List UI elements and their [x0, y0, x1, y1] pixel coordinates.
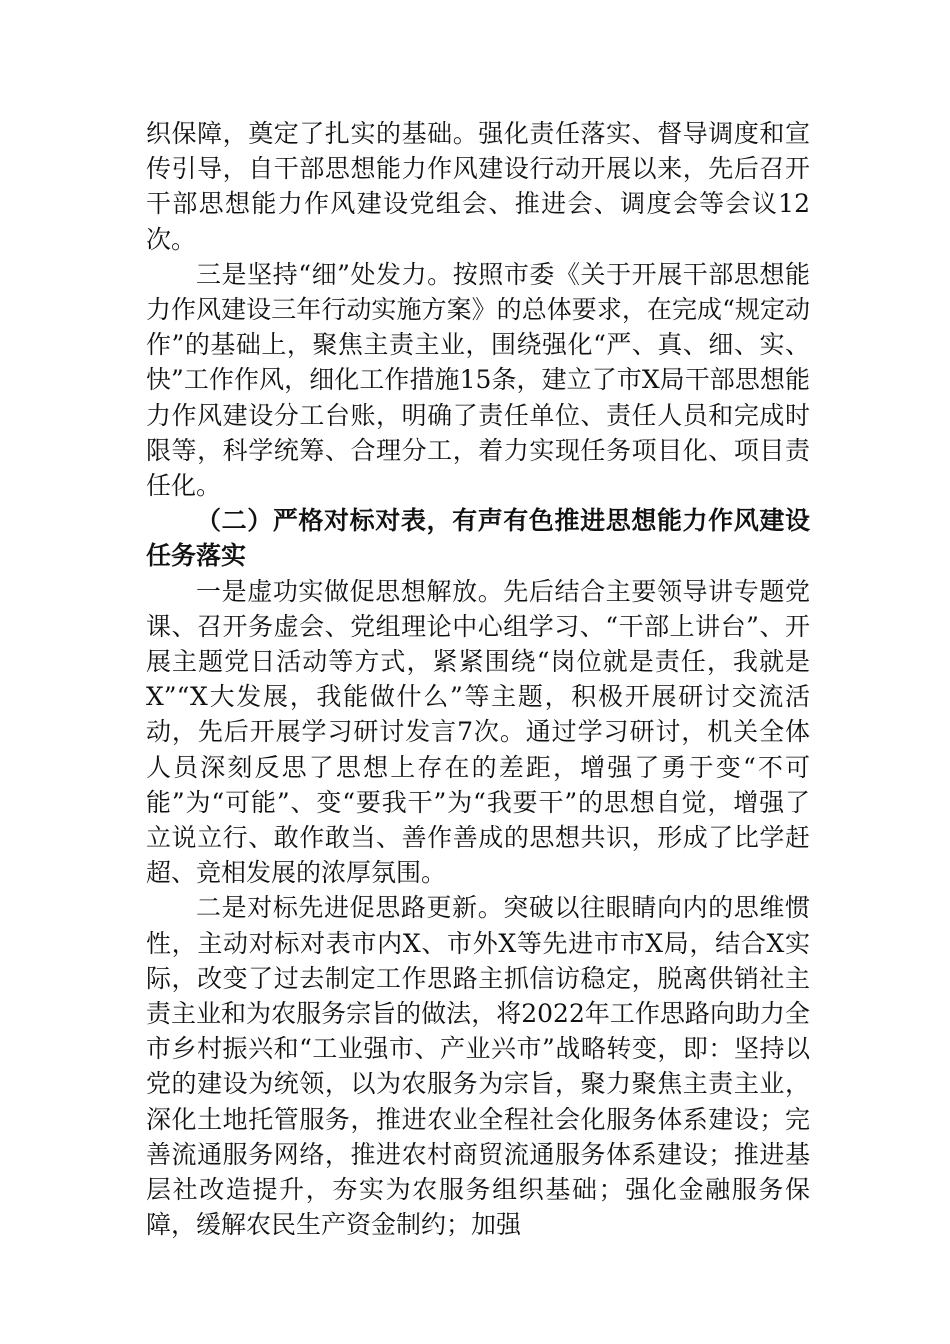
paragraph-er-shi: 二是对标先进促思路更新。突破以往眼睛向内的思维惯性，主动对标对表市内X、市外X等先进市市X局，结合X实际，改变了过去制定工作思路主抓信访稳定，脱离供销社主责主业和为农服务宗旨的做法，将2022年工作思路向助力全市乡村振兴和“工业强市、产业兴市”战略转变，即：坚持以党的建设为统领，以为农服务为宗旨，聚力聚焦主责主业，深化土地托管服务，推进农业全程社会化服务体系建设；完善流通服务网络，推进农村商贸流通服务体系建设；推进基层社改造提升，夯实为农服务组织基础；强化金融服务保障，缓解农民生产资金制约；加强 — [146, 893, 810, 1240]
section-heading-2: （二）严格对标对表，有声有色推进思想能力作风建设任务落实 — [146, 506, 810, 571]
paragraph-san-shi: 三是坚持“细”处发力。按照市委《关于开展干部思想能力作风建设三年行动实施方案》的总体要求，在完成“规定动作”的基础上，聚焦主责主业，围绕强化“严、真、细、实、快”工作作风，细化工作措施15条，建立了市X局干部思想能力作风建设分工台账，明确了责任单位、责任人员和完成时限等，科学统筹、合理分工，着力实现任务项目化、项目责任化。 — [146, 259, 810, 501]
paragraph-yi-shi: 一是虚功实做促思想解放。先后结合主要领导讲专题党课、召开务虚会、党组理论中心组学习、“干部上讲台”、开展主题党日活动等方式，紧紧围绕“岗位就是责任，我就是X”“X大发展，我能做什么”等主题，积极开展研讨交流活动，先后开展学习研讨发言7次。通过学习研讨，机关全体人员深刻反思了思想上存在的差距，增强了勇于变“不可能”为“可能”、变“要我干”为“我要干”的思想自觉，增强了立说立行、敢作敢当、善作善成的思想共识，形成了比学赶超、竞相发展的浓厚氛围。 — [146, 576, 810, 888]
paragraph-continuation: 织保障，奠定了扎实的基础。强化责任落实、督导调度和宣传引导，自干部思想能力作风建设行动开展以来，先后召开干部思想能力作风建设党组会、推进会、调度会等会议12次。 — [146, 119, 810, 254]
document-body — [146, 116, 810, 1243]
